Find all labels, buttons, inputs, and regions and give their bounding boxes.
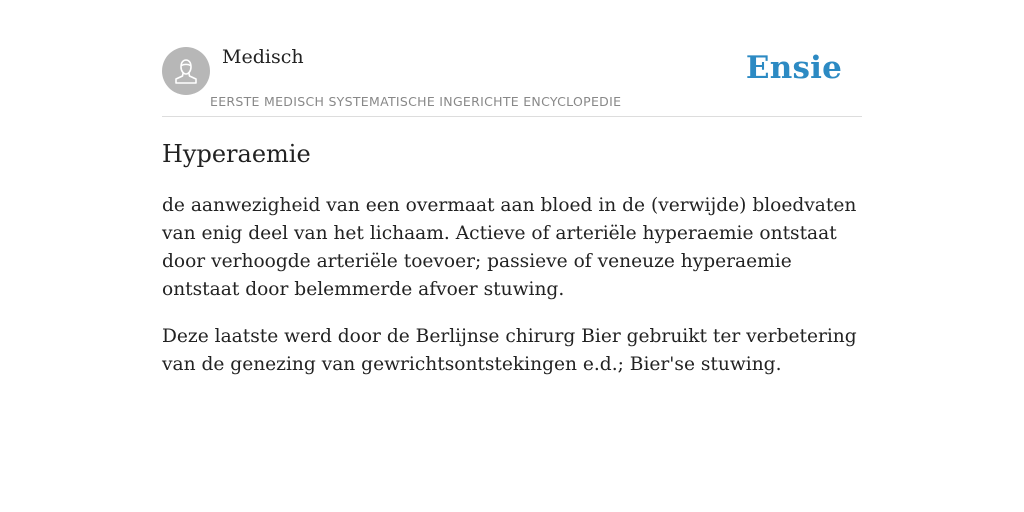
source-avatar[interactable] (162, 47, 210, 95)
article-body (162, 192, 862, 398)
article-paragraph: de aanwezigheid van een overmaat aan bloed in de (verwijde) bloedvaten van enig deel van het lichaam. Actieve of arteriële hyperaemie ontstaat door verhoogde arteriële toevoer; passieve of veneuze hyperaemie ontstaat door belemmerde afvoer stuwing. (162, 195, 857, 300)
page-container (162, 0, 862, 375)
source-subtitle: EERSTE MEDISCH SYSTEMATISCHE INGERICHTE ENCYCLOPEDIE (210, 94, 622, 109)
source-name[interactable]: Medisch (222, 46, 304, 68)
ensie-logo[interactable]: Ensie (745, 50, 842, 86)
article-paragraph: Deze laatste werd door de Berlijnse chirurg Bier gebruikt ter verbetering van de genezing van gewrichtsontstekingen e.d.; Bier'se stuwing. (162, 326, 857, 375)
user-icon (171, 56, 201, 86)
article-title: Hyperaemie (162, 140, 311, 168)
source-header (162, 0, 862, 117)
